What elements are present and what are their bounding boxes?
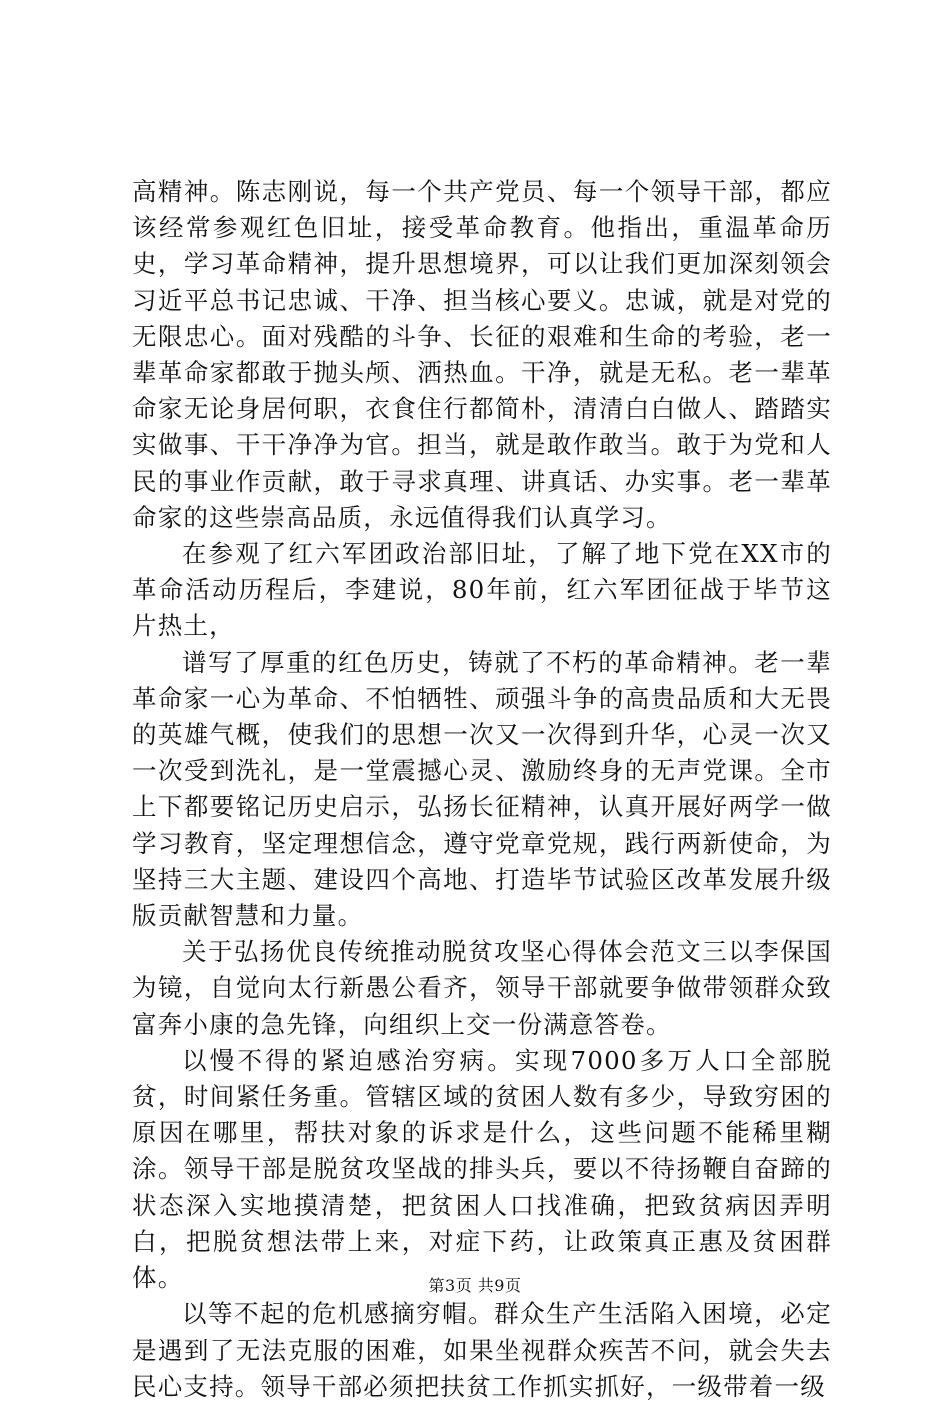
paragraph-1: 高精神。陈志刚说，每一个共产党员、每一个领导干部，都应该经常参观红色旧址，接受革命教育。他指出，重温革命历史，学习革命精神，提升思想境界，可以让我们更加深刻领会习近平总书记忠诚、干净、担当核心要义。忠诚，就是对党的无限忠心。面对残酷的斗争、长征的艰难和生命的考验，老一辈革命家都敢于抛头颅、洒热血。干净，就是无私。老一辈革命家无论身居何职，衣食住行都简朴，清清白白做人、踏踏实实做事、干干净净为官。担当，就是敢作敢当。敢于为党和人民的事业作贡献，敢于寻求真理、讲真话、办实事。老一辈革命家的这些崇高品质，永远值得我们认真学习。 [132, 177, 832, 532]
document-body [132, 174, 832, 1405]
paragraph-3: 谱写了厚重的红色历史，铸就了不朽的革命精神。老一辈革命家一心为革命、不怕牺牲、顽强斗争的高贵品质和大无畏的英雄气概，使我们的思想一次又一次得到升华，心灵一次又一次受到洗礼，是一堂震撼心灵、激励终身的无声党课。全市上下都要铭记历史启示，弘扬长征精神，认真开展好两学一做学习教育，坚定理想信念，遵守党章党规，践行两新使命，为坚持三大主题、建设四个高地、打造毕节试验区改革发展升级版贡献智慧和力量。 [132, 647, 832, 931]
paragraph-2: 在参观了红六军团政治部旧址，了解了地下党在XX市的革命活动历程后，李建说，80年前，红六军团征战于毕节这片热土， [132, 539, 832, 641]
paragraph-6: 以等不起的危机感摘穷帽。群众生产生活陷入困境，必定是遇到了无法克服的困难，如果坐视群众疾苦不问，就会失去民心支持。领导干部必须把扶贫工作抓实抓好，一级带着一级 [132, 1299, 832, 1401]
page-number-footer: 第3页 共9页 [428, 1276, 522, 1295]
paragraph-5: 以慢不得的紧迫感治穷病。实现7000多万人口全部脱贫，时间紧任务重。管辖区域的贫困人数有多少，导致穷困的原因在哪里，帮扶对象的诉求是什么，这些问题不能稀里糊涂。领导干部是脱贫攻坚战的排头兵，要以不待扬鞭自奋蹄的状态深入实地摸清楚，把贫困人口找准确，把致贫病因弄明白，把脱贫想法带上来，对症下药，让政策真正惠及贫困群体。 [132, 1045, 832, 1293]
paragraph-4: 关于弘扬优良传统推动脱贫攻坚心得体会范文三以李保国为镜，自觉向太行新愚公看齐，领导干部就要争做带领群众致富奔小康的急先锋，向组织上交一份满意答卷。 [132, 937, 832, 1039]
